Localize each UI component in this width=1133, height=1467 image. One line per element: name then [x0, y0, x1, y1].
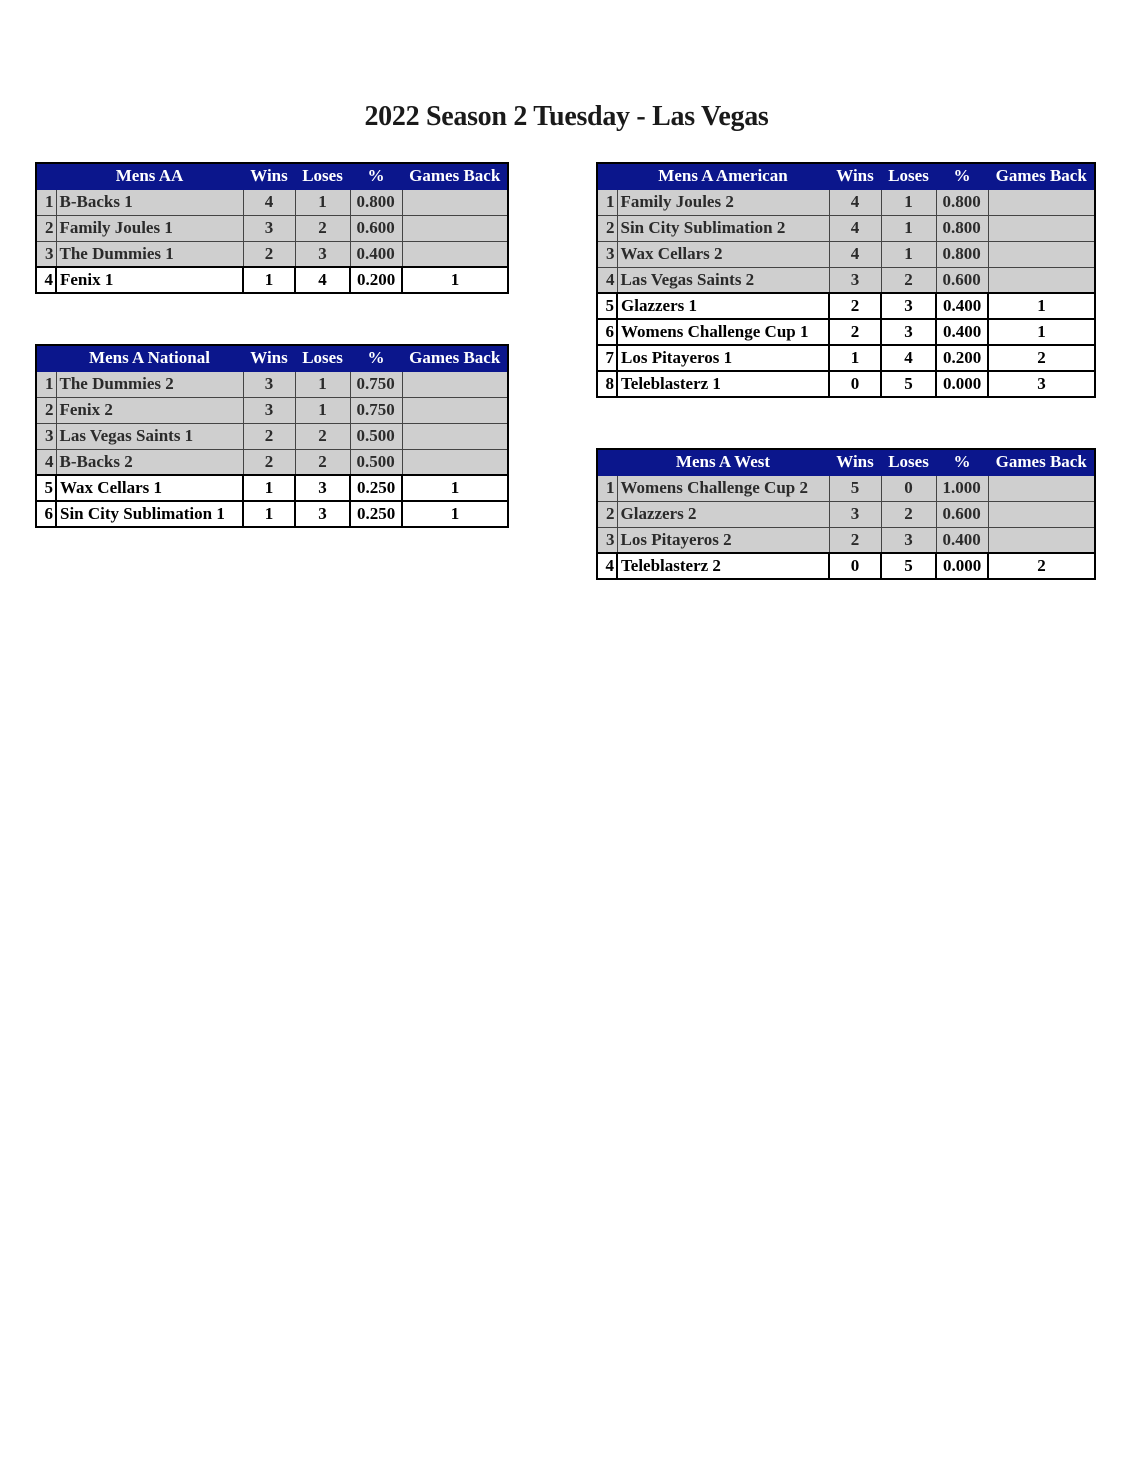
games-back-cell	[402, 423, 508, 449]
table-row	[36, 475, 508, 501]
wins-cell: 0	[829, 371, 881, 397]
pct-header: %	[936, 163, 988, 189]
loses-cell: 0	[881, 475, 936, 501]
table-row	[36, 423, 508, 449]
pct-cell: 0.400	[936, 319, 988, 345]
wins-cell: 3	[243, 371, 295, 397]
team-cell: Fenix 1	[56, 267, 243, 293]
wins-cell: 5	[829, 475, 881, 501]
wins-cell: 4	[829, 241, 881, 267]
table-row	[597, 241, 1095, 267]
games-back-cell	[402, 371, 508, 397]
rank-header	[36, 163, 56, 189]
pct-cell: 0.800	[350, 189, 402, 215]
rank-cell: 2	[36, 215, 56, 241]
rank-cell: 4	[597, 553, 617, 579]
games-back-cell: 2	[988, 553, 1095, 579]
games-back-cell	[988, 215, 1095, 241]
games-back-cell	[402, 241, 508, 267]
pct-header: %	[936, 449, 988, 475]
wins-cell: 2	[243, 423, 295, 449]
games-back-cell: 2	[988, 345, 1095, 371]
loses-header: Loses	[295, 163, 350, 189]
loses-cell: 3	[295, 241, 350, 267]
games-back-header: Games Back	[988, 163, 1095, 189]
games-back-cell	[988, 501, 1095, 527]
division-name: Mens AA	[56, 163, 243, 189]
team-cell: Sin City Sublimation 2	[617, 215, 829, 241]
loses-cell: 2	[295, 215, 350, 241]
games-back-cell	[988, 527, 1095, 553]
team-cell: Teleblasterz 1	[617, 371, 829, 397]
rank-cell: 3	[597, 241, 617, 267]
team-cell: B-Backs 1	[56, 189, 243, 215]
games-back-cell	[988, 267, 1095, 293]
rank-cell: 7	[597, 345, 617, 371]
loses-cell: 3	[295, 475, 350, 501]
wins-cell: 4	[829, 189, 881, 215]
table-row	[597, 319, 1095, 345]
table-row	[597, 475, 1095, 501]
pct-cell: 1.000	[936, 475, 988, 501]
games-back-cell	[402, 397, 508, 423]
games-back-header: Games Back	[402, 345, 508, 371]
wins-header: Wins	[829, 163, 881, 189]
team-cell: The Dummies 2	[56, 371, 243, 397]
rank-cell: 4	[36, 267, 56, 293]
table-row	[36, 215, 508, 241]
wins-header: Wins	[243, 345, 295, 371]
team-cell: Teleblasterz 2	[617, 553, 829, 579]
games-back-cell	[402, 449, 508, 475]
rank-header	[597, 449, 617, 475]
table-header-row	[36, 163, 508, 189]
pct-cell: 0.750	[350, 371, 402, 397]
loses-cell: 1	[295, 189, 350, 215]
rank-cell: 2	[597, 501, 617, 527]
standings-table-mens-aa	[35, 162, 509, 294]
team-cell: Sin City Sublimation 1	[56, 501, 243, 527]
pct-cell: 0.600	[350, 215, 402, 241]
division-name: Mens A American	[617, 163, 829, 189]
pct-cell: 0.500	[350, 449, 402, 475]
table-row	[36, 501, 508, 527]
pct-header: %	[350, 163, 402, 189]
loses-cell: 4	[881, 345, 936, 371]
rank-cell: 4	[36, 449, 56, 475]
loses-cell: 3	[295, 501, 350, 527]
table-row	[36, 241, 508, 267]
loses-cell: 2	[295, 423, 350, 449]
standings-table-mens-a-american	[596, 162, 1096, 398]
table-row	[36, 267, 508, 293]
rank-cell: 1	[597, 475, 617, 501]
table-row	[597, 189, 1095, 215]
rank-cell: 6	[36, 501, 56, 527]
rank-header	[597, 163, 617, 189]
games-back-cell	[402, 215, 508, 241]
page-title: 2022 Season 2 Tuesday - Las Vegas	[364, 101, 769, 132]
table-row	[597, 501, 1095, 527]
pct-cell: 0.200	[936, 345, 988, 371]
team-cell: B-Backs 2	[56, 449, 243, 475]
table-header-row	[597, 449, 1095, 475]
team-cell: Wax Cellars 1	[56, 475, 243, 501]
team-cell: Las Vegas Saints 2	[617, 267, 829, 293]
rank-cell: 6	[597, 319, 617, 345]
pct-header: %	[350, 345, 402, 371]
team-cell: Glazzers 1	[617, 293, 829, 319]
wins-header: Wins	[829, 449, 881, 475]
rank-cell: 8	[597, 371, 617, 397]
wins-cell: 1	[243, 475, 295, 501]
rank-cell: 2	[36, 397, 56, 423]
team-cell: Fenix 2	[56, 397, 243, 423]
loses-cell: 4	[295, 267, 350, 293]
games-back-cell: 1	[402, 475, 508, 501]
table-row	[597, 267, 1095, 293]
team-cell: Wax Cellars 2	[617, 241, 829, 267]
team-cell: Womens Challenge Cup 2	[617, 475, 829, 501]
rank-cell: 1	[36, 371, 56, 397]
pct-cell: 0.800	[936, 215, 988, 241]
rank-cell: 3	[36, 423, 56, 449]
loses-cell: 2	[295, 449, 350, 475]
pct-cell: 0.400	[350, 241, 402, 267]
wins-cell: 2	[829, 527, 881, 553]
table-row	[36, 397, 508, 423]
rank-cell: 1	[597, 189, 617, 215]
pct-cell: 0.250	[350, 475, 402, 501]
pct-cell: 0.000	[936, 553, 988, 579]
wins-cell: 4	[829, 215, 881, 241]
team-cell: Family Joules 2	[617, 189, 829, 215]
loses-header: Loses	[881, 163, 936, 189]
wins-cell: 1	[243, 267, 295, 293]
wins-cell: 2	[243, 449, 295, 475]
pct-cell: 0.000	[936, 371, 988, 397]
games-back-header: Games Back	[402, 163, 508, 189]
loses-cell: 1	[881, 215, 936, 241]
team-cell: Los Pitayeros 1	[617, 345, 829, 371]
wins-cell: 3	[829, 267, 881, 293]
table-row	[597, 553, 1095, 579]
table-row	[36, 371, 508, 397]
table-row	[36, 449, 508, 475]
division-name: Mens A West	[617, 449, 829, 475]
table-row	[597, 345, 1095, 371]
team-cell: Las Vegas Saints 1	[56, 423, 243, 449]
division-name: Mens A National	[56, 345, 243, 371]
games-back-cell: 1	[988, 319, 1095, 345]
wins-cell: 2	[829, 319, 881, 345]
loses-cell: 1	[881, 189, 936, 215]
wins-cell: 0	[829, 553, 881, 579]
loses-cell: 1	[295, 397, 350, 423]
pct-cell: 0.600	[936, 267, 988, 293]
table-row	[36, 189, 508, 215]
pct-cell: 0.200	[350, 267, 402, 293]
rank-cell: 5	[36, 475, 56, 501]
games-back-cell	[988, 475, 1095, 501]
pct-cell: 0.250	[350, 501, 402, 527]
rank-cell: 3	[597, 527, 617, 553]
loses-cell: 5	[881, 371, 936, 397]
games-back-cell: 3	[988, 371, 1095, 397]
standings-table-mens-a-national	[35, 344, 509, 528]
rank-cell: 3	[36, 241, 56, 267]
loses-header: Loses	[295, 345, 350, 371]
team-cell: Glazzers 2	[617, 501, 829, 527]
pct-cell: 0.600	[936, 501, 988, 527]
loses-cell: 3	[881, 319, 936, 345]
loses-cell: 2	[881, 267, 936, 293]
loses-cell: 5	[881, 553, 936, 579]
table-row	[597, 527, 1095, 553]
pct-cell: 0.500	[350, 423, 402, 449]
games-back-header: Games Back	[988, 449, 1095, 475]
rank-header	[36, 345, 56, 371]
table-row	[597, 371, 1095, 397]
wins-cell: 3	[829, 501, 881, 527]
wins-cell: 3	[243, 215, 295, 241]
table-row	[597, 215, 1095, 241]
wins-cell: 4	[243, 189, 295, 215]
games-back-cell: 1	[402, 501, 508, 527]
pct-cell: 0.400	[936, 527, 988, 553]
games-back-cell	[988, 241, 1095, 267]
team-cell: Family Joules 1	[56, 215, 243, 241]
games-back-cell	[988, 189, 1095, 215]
pct-cell: 0.400	[936, 293, 988, 319]
wins-cell: 2	[829, 293, 881, 319]
pct-cell: 0.750	[350, 397, 402, 423]
team-cell: Womens Challenge Cup 1	[617, 319, 829, 345]
loses-cell: 3	[881, 527, 936, 553]
wins-cell: 2	[243, 241, 295, 267]
wins-cell: 1	[243, 501, 295, 527]
loses-header: Loses	[881, 449, 936, 475]
table-header-row	[597, 163, 1095, 189]
wins-cell: 1	[829, 345, 881, 371]
pct-cell: 0.800	[936, 241, 988, 267]
table-row	[597, 293, 1095, 319]
standings-table-mens-a-west	[596, 448, 1096, 580]
rank-cell: 1	[36, 189, 56, 215]
wins-header: Wins	[243, 163, 295, 189]
rank-cell: 5	[597, 293, 617, 319]
rank-cell: 4	[597, 267, 617, 293]
wins-cell: 3	[243, 397, 295, 423]
team-cell: Los Pitayeros 2	[617, 527, 829, 553]
games-back-cell: 1	[402, 267, 508, 293]
table-header-row	[36, 345, 508, 371]
pct-cell: 0.800	[936, 189, 988, 215]
games-back-cell: 1	[988, 293, 1095, 319]
rank-cell: 2	[597, 215, 617, 241]
loses-cell: 2	[881, 501, 936, 527]
loses-cell: 1	[881, 241, 936, 267]
loses-cell: 1	[295, 371, 350, 397]
games-back-cell	[402, 189, 508, 215]
loses-cell: 3	[881, 293, 936, 319]
team-cell: The Dummies 1	[56, 241, 243, 267]
